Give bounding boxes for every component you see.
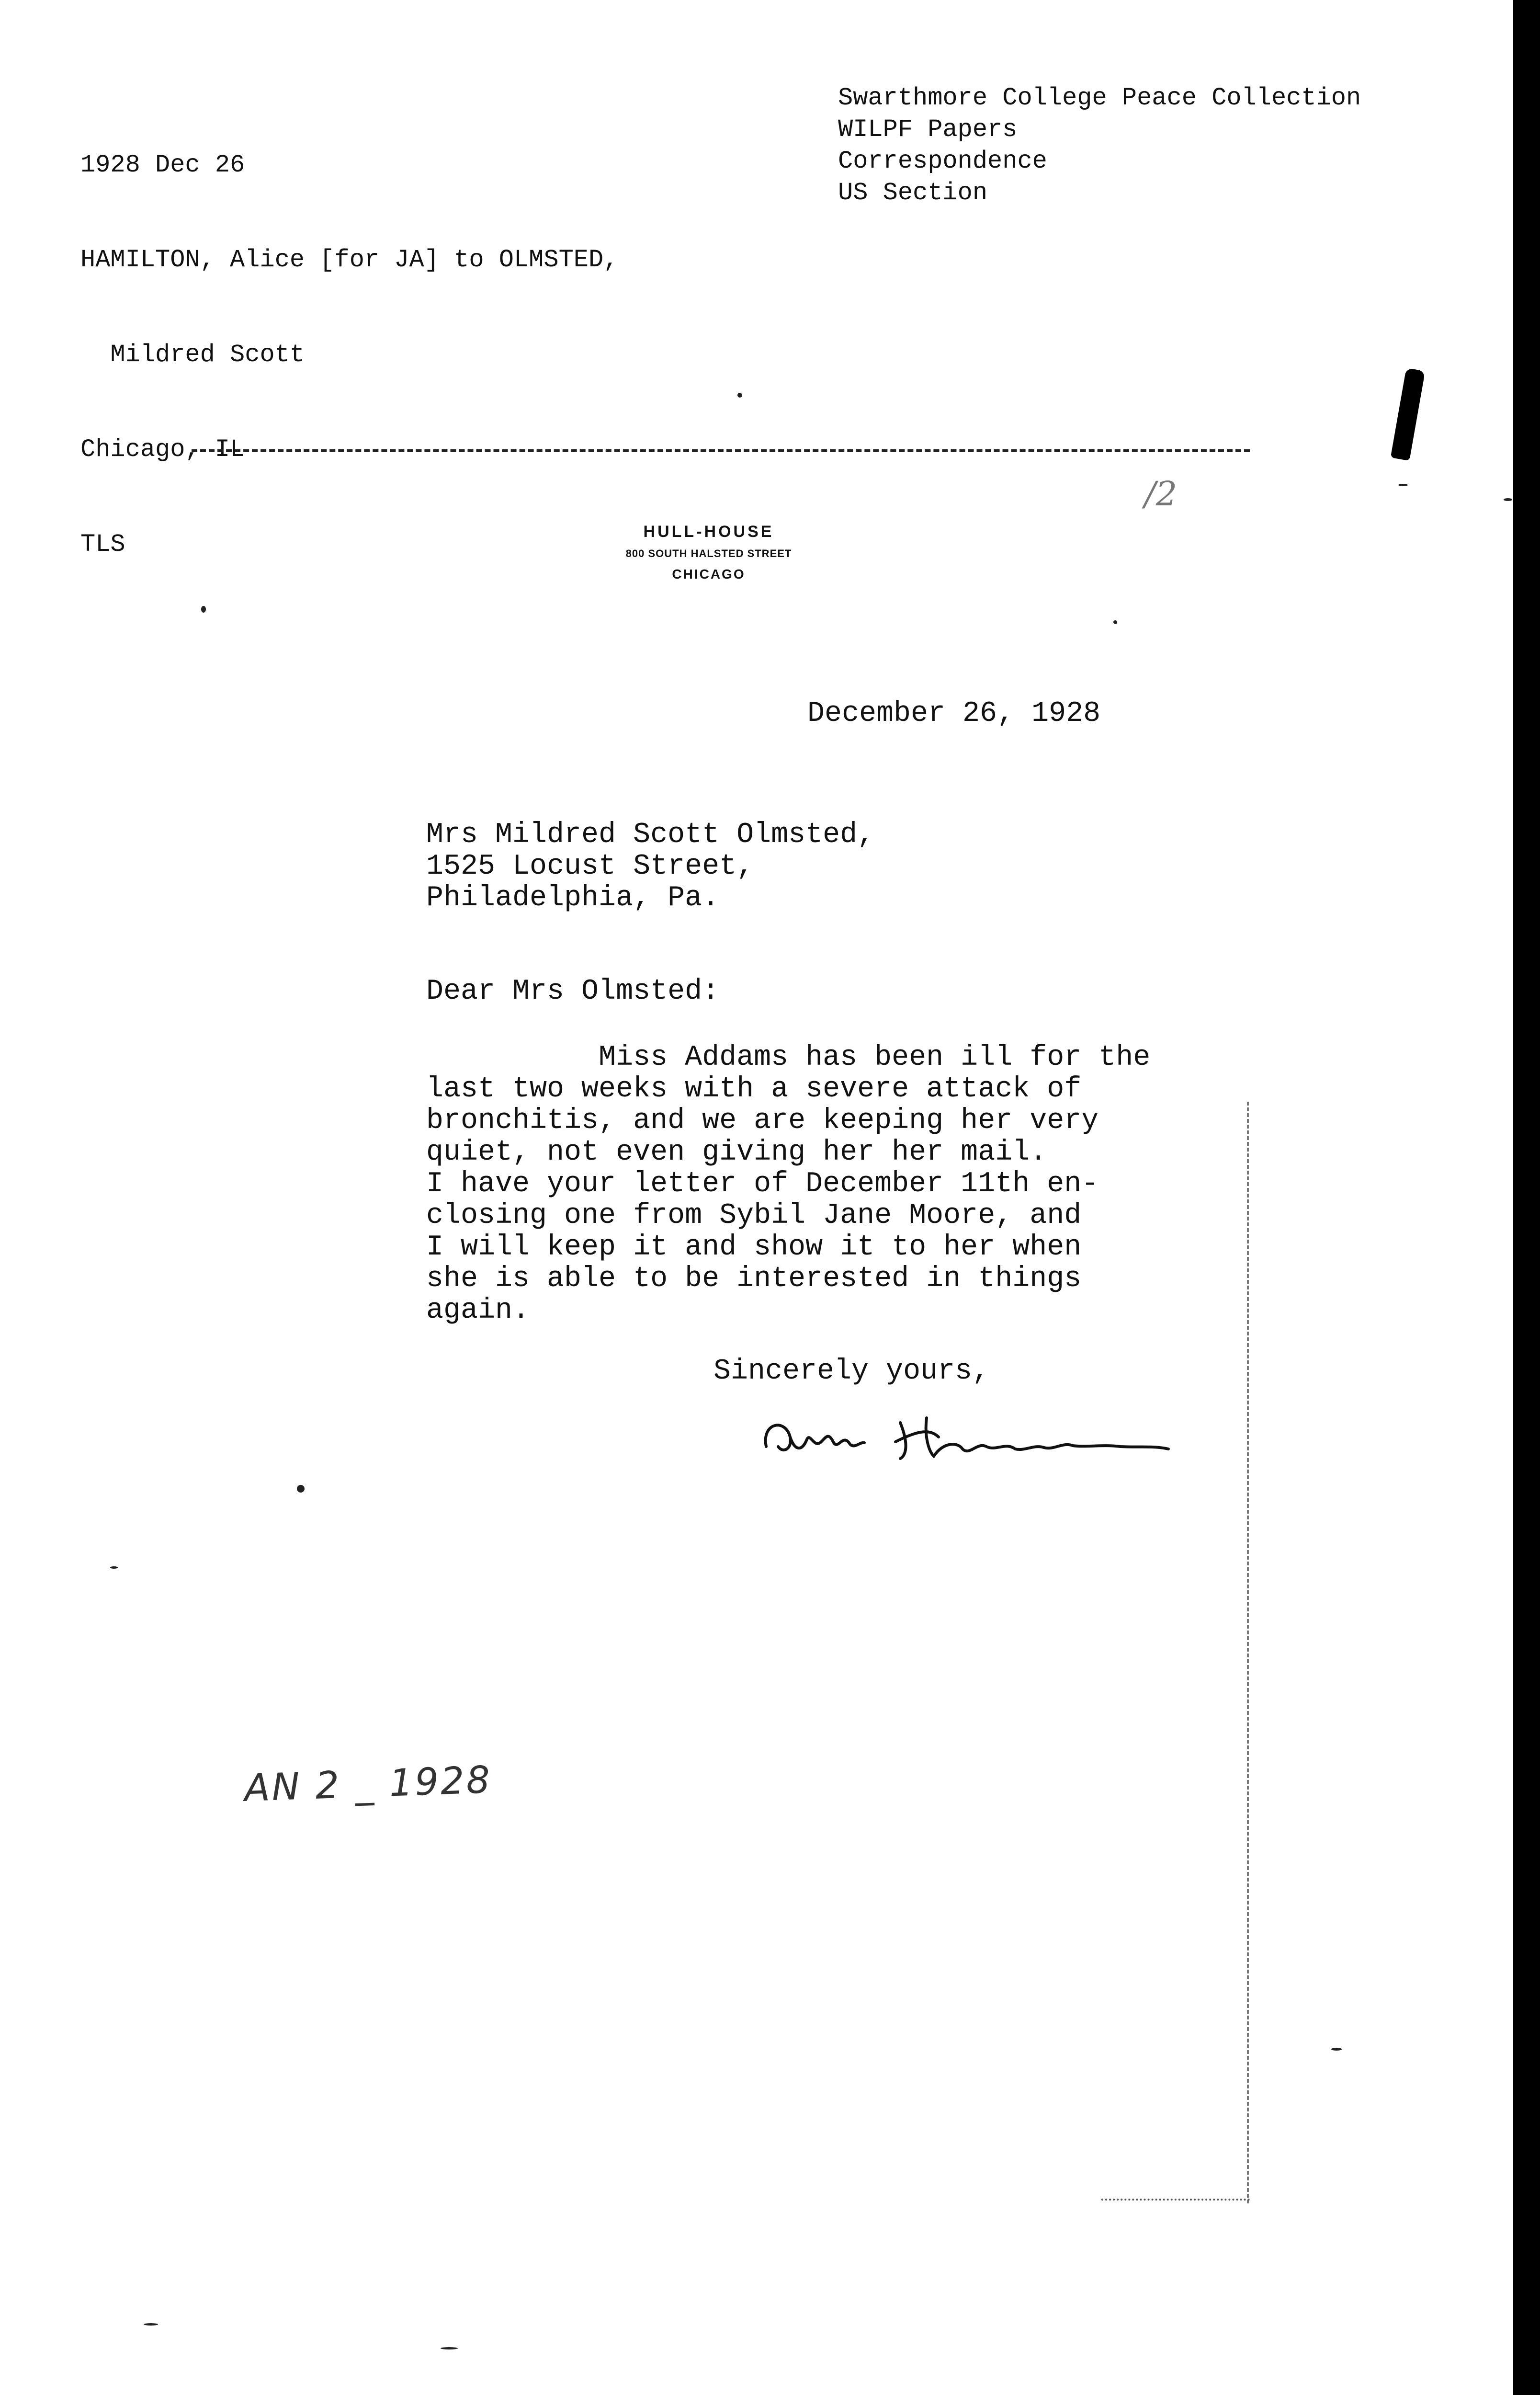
catalog-place-line: Chicago, IL <box>80 435 245 464</box>
address-line: 1525 Locust Street, <box>426 850 754 883</box>
section-name: US Section <box>838 179 988 207</box>
letter-date: December 26, 1928 <box>807 697 1101 730</box>
body-line: quiet, not even giving her her mail. <box>426 1136 1047 1169</box>
letterhead-name: HULL-HOUSE <box>643 523 774 541</box>
letter-body <box>426 1042 1150 1326</box>
scan-bottom-line <box>1101 2199 1250 2201</box>
catalog-recipient-line: Mildred Scott <box>80 341 305 369</box>
catalog-metadata-right <box>838 82 1361 209</box>
body-line: closing one from Sybil Jane Moore, and <box>426 1199 1082 1232</box>
scan-border-right <box>1513 0 1540 2395</box>
body-line: she is able to be interested in things <box>426 1263 1082 1295</box>
letterhead <box>575 520 843 585</box>
letterhead-city: CHICAGO <box>672 567 746 582</box>
series-name: Correspondence <box>838 147 1047 175</box>
recipient-address <box>426 819 874 914</box>
pencil-annotation: /2 <box>1144 474 1178 513</box>
speck <box>1113 620 1117 624</box>
papers-name: WILPF Papers <box>838 115 1018 144</box>
address-line: Philadelphia, Pa. <box>426 882 720 914</box>
catalog-author-line: HAMILTON, Alice [for JA] to OLMSTED, <box>80 246 619 274</box>
closing: Sincerely yours, <box>713 1355 990 1388</box>
speck <box>737 393 742 398</box>
handwritten-signature <box>757 1403 1178 1471</box>
letterhead-street: 800 SOUTH HALSTED STREET <box>625 547 792 559</box>
collection-name: Swarthmore College Peace Collection <box>838 84 1361 112</box>
body-line: I have your letter of December 11th en- <box>426 1168 1099 1200</box>
body-line: bronchitis, and we are keeping her very <box>426 1105 1099 1137</box>
body-line: Miss Addams has been ill for the <box>426 1041 1151 1074</box>
fold-dash-line <box>192 449 1250 452</box>
speck <box>110 1566 118 1569</box>
ink-mark <box>1391 368 1425 461</box>
body-line: I will keep it and show it to her when <box>426 1231 1082 1264</box>
speck <box>144 2323 158 2326</box>
speck <box>1331 2048 1342 2051</box>
body-line: again. <box>426 1294 530 1327</box>
speck <box>201 606 206 613</box>
catalog-metadata-left <box>80 86 618 624</box>
received-date-stamp: AN 2 _ 1928 <box>243 1758 493 1810</box>
speck <box>297 1485 305 1493</box>
catalog-date-line: 1928 Dec 26 <box>80 151 245 179</box>
address-line: Mrs Mildred Scott Olmsted, <box>426 819 875 851</box>
catalog-type-line: TLS <box>80 530 125 559</box>
speck <box>1504 498 1512 501</box>
speck <box>441 2347 458 2349</box>
body-line: last two weeks with a severe attack of <box>426 1073 1082 1106</box>
speck <box>1398 484 1408 486</box>
scan-edge-line <box>1247 1102 1249 2203</box>
salutation: Dear Mrs Olmsted: <box>426 975 720 1008</box>
